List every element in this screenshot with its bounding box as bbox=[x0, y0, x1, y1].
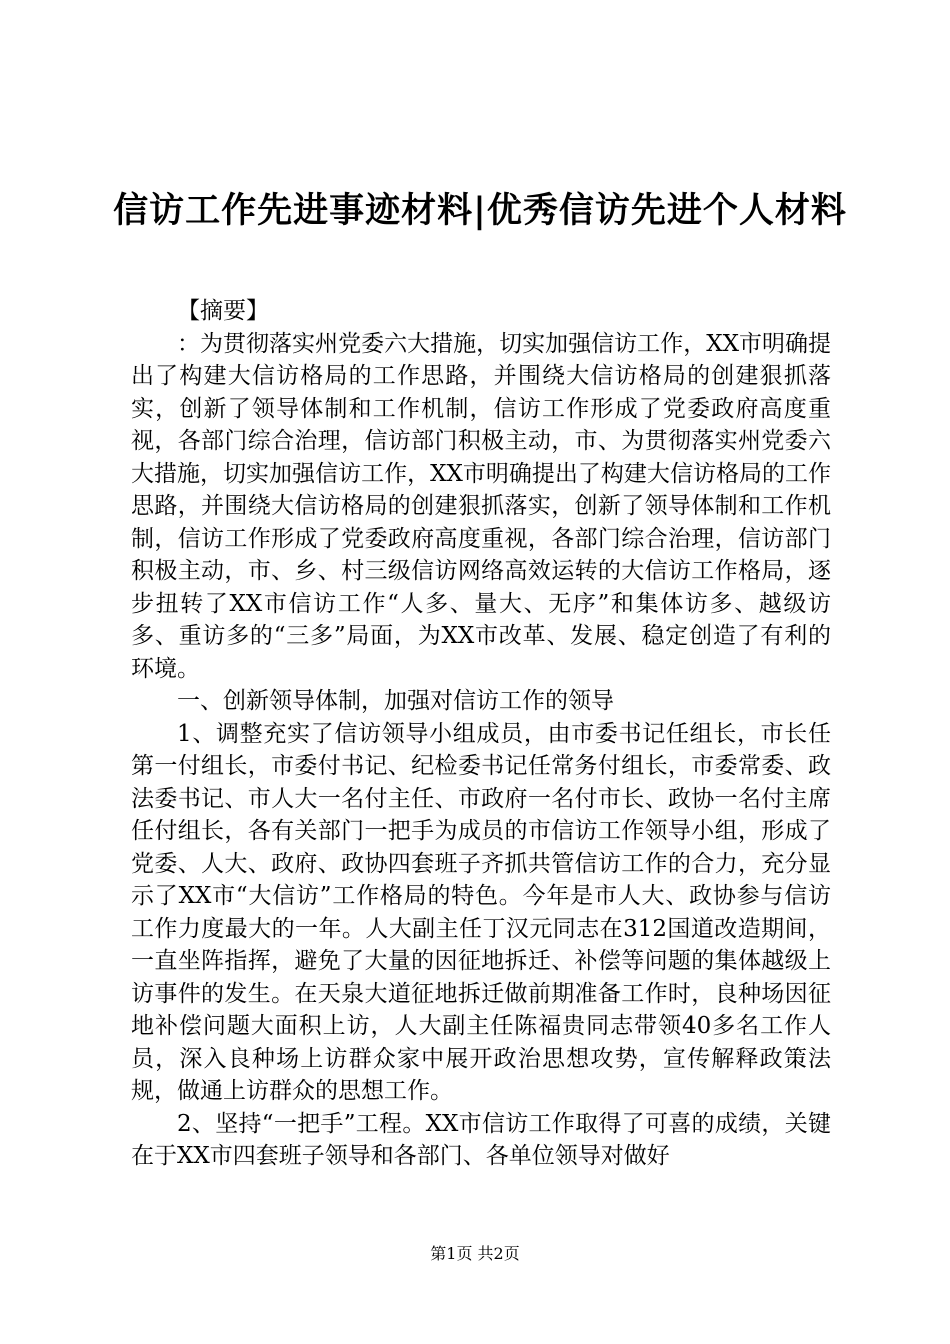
section-heading: 一、创新领导体制，加强对信访工作的领导 bbox=[177, 688, 614, 714]
abstract-heading: 【摘要】 bbox=[177, 298, 269, 324]
abstract-paragraph: ：为贯彻落实州党委六大措施，切实加强信访工作，XX市明确提出了构建大信访格局的工作思路，并围绕大信访格局的创建狠抓落实，创新了领导体制和工作机制，信访工作形成了党委政府高度重视，各部门综合治理，信访部门积极主动，市、为贯彻落实州党委六大措施，切实加强信访工作，XX市明确提出了构建大信访格局的工作思路，并围绕大信访格局的创建狠抓落实，创新了领导体制和工作机制，信访工作形成了党委政府高度重视，各部门综合治理，信访部门积极主动，市、乡、村三级信访网络高效运转的大信访工作格局，逐步扭转了XX市信访工作“人多、量大、无序”和集体访多、越级访多、重访多的“三多”局面，为XX市改革、发展、稳定创造了有利的环境。 bbox=[131, 330, 831, 682]
document-title: 信访工作先进事迹材料|优秀信访先进个人材料 bbox=[113, 190, 847, 231]
page-number-footer: 第1页 共2页 bbox=[430, 1244, 520, 1263]
document-body bbox=[131, 295, 831, 1173]
body-paragraph: 1、调整充实了信访领导小组成员，由市委书记任组长，市长任第一付组长，市委付书记、纪检委书记任常务付组长，市委常委、政法委书记、市人大一名付主任、市政府一名付市长、政协一名付主席任付组长，各有关部门一把手为成员的市信访工作领导小组，形成了党委、人大、政府、政协四套班子齐抓共管信访工作的合力，充分显示了XX市“大信访”工作格局的特色。今年是市人大、政协参与信访工作力度最大的一年。人大副主任丁汉元同志在312国道改造期间，一直坐阵指挥，避免了大量的因征地拆迁、补偿等问题的集体越级上访事件的发生。在天泉大道征地拆迁做前期准备工作时，良种场因征地补偿问题大面积上访，人大副主任陈福贵同志带领40多名工作人员，深入良种场上访群众家中展开政治思想攻势，宣传解释政策法规，做通上访群众的思想工作。 bbox=[131, 720, 831, 1104]
body-paragraph: 2、坚持“一把手”工程。XX市信访工作取得了可喜的成绩，关键在于XX市四套班子领导和各部门、各单位领导对做好 bbox=[131, 1110, 831, 1169]
